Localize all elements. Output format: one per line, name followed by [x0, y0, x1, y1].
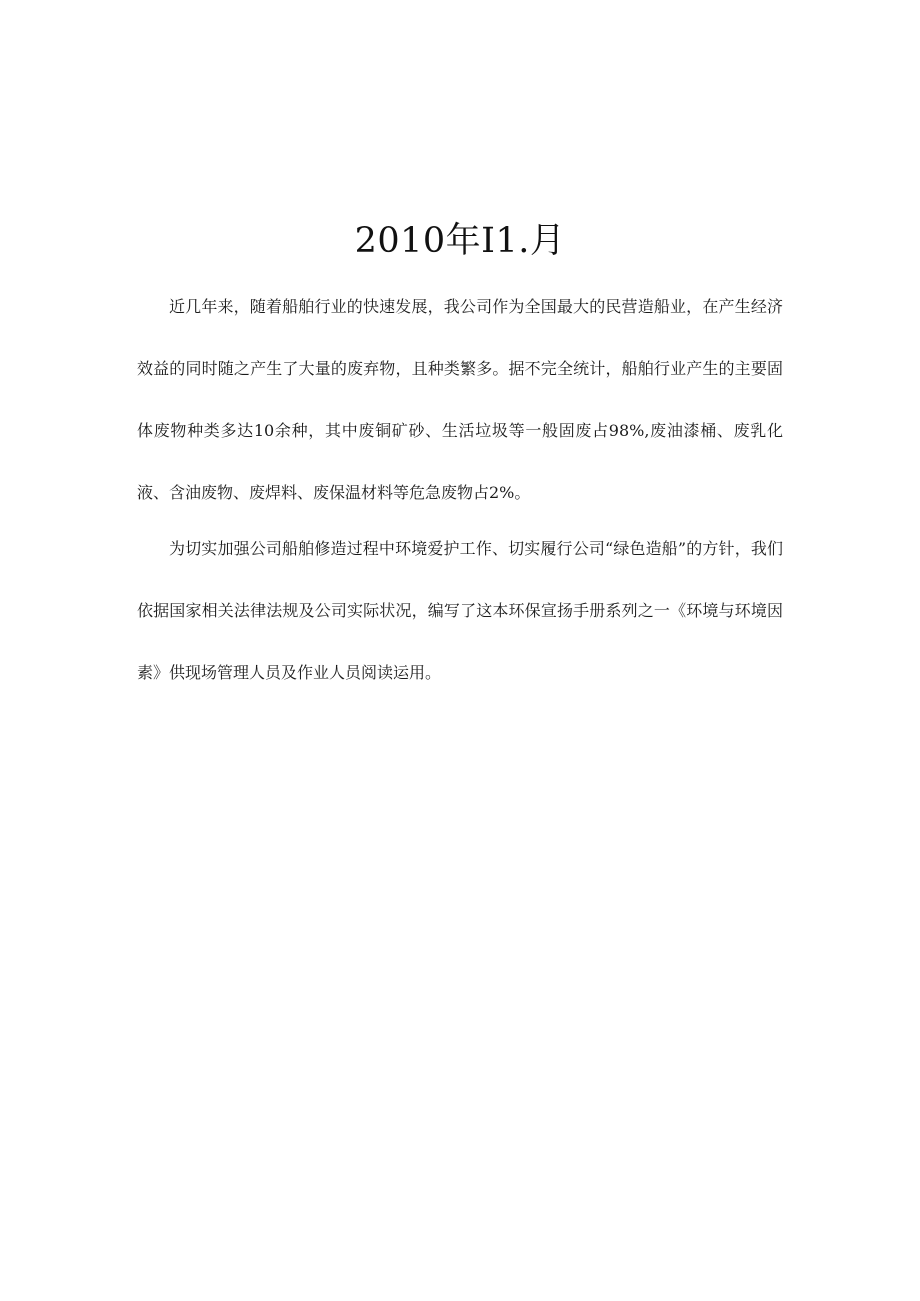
- intro-paragraph: 近几年来，随着船舶行业的快速发展，我公司作为全国最大的民营造船业，在产生经济效益的同时随之产生了大量的废弃物，且种类繁多。据不完全统计，船舶行业产生的主要固体废物种类多达10余种，其中废铜矿砂、生活垃圾等一般固废占98%,废油漆桶、废乳化液、含油废物、废焊料、废保温材料等危急废物占2%。: [137, 297, 783, 502]
- date-title: 2010年I1.月: [354, 221, 566, 261]
- purpose-paragraph: 为切实加强公司船舶修造过程中环境爱护工作、切实履行公司“绿色造船”的方针，我们依据国家相关法律法规及公司实际状况，编写了这本环保宣扬手册系列之一《环境与环境因素》供现场管理人员及作业人员阅读运用。: [137, 539, 783, 682]
